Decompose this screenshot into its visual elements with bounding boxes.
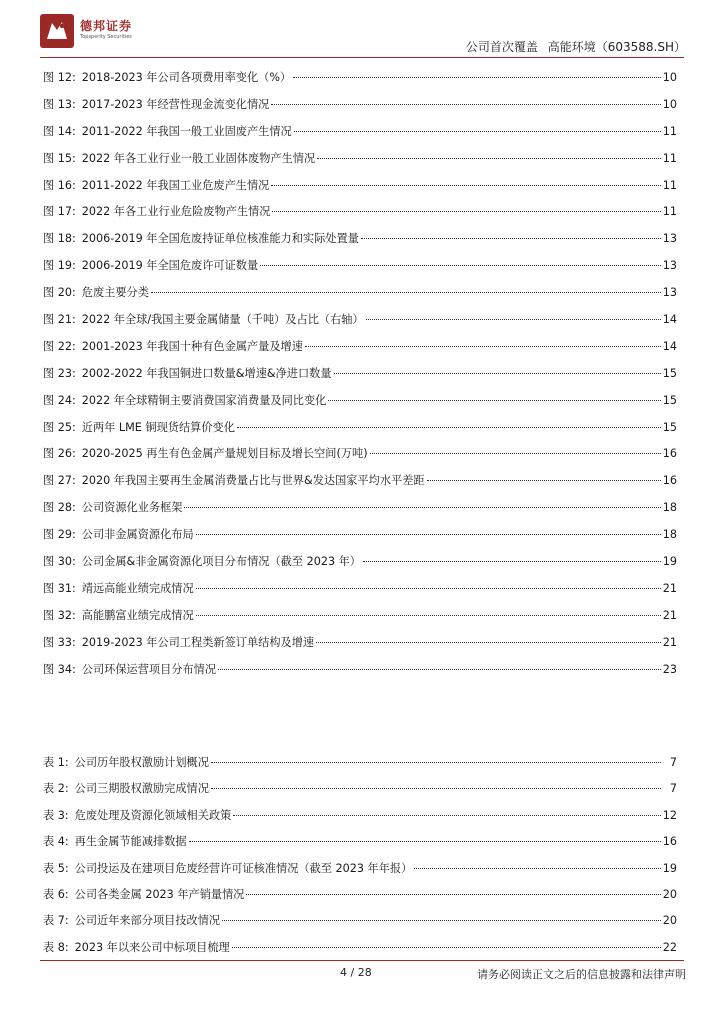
figure-entry-page: 13 bbox=[662, 259, 677, 273]
figure-entry-label: 图 30: bbox=[43, 555, 76, 569]
legal-disclaimer: 请务必阅读正文之后的信息披露和法律声明 bbox=[477, 968, 686, 981]
logo-english-name: Topsperity Securities bbox=[80, 34, 132, 40]
figure-entry-label: 图 32: bbox=[43, 608, 76, 622]
figure-entry[interactable] bbox=[43, 415, 677, 442]
figure-entry-page: 11 bbox=[662, 205, 677, 219]
figure-entry-title: 2006-2019 年全国危废许可证数量 bbox=[81, 259, 259, 273]
figure-entry-page: 11 bbox=[662, 151, 677, 165]
dot-leader bbox=[196, 534, 661, 535]
table-entry-title: 公司三期股权激励完成情况 bbox=[74, 782, 209, 796]
dot-leader bbox=[211, 762, 661, 763]
figure-entry-page: 13 bbox=[662, 286, 677, 300]
figure-list bbox=[43, 65, 677, 683]
figure-entry-label: 图 20: bbox=[43, 286, 76, 300]
dot-leader bbox=[260, 265, 661, 266]
figure-entry-page: 21 bbox=[662, 635, 677, 649]
dot-leader bbox=[237, 427, 661, 428]
figure-entry-title: 2011-2022 年我国工业危废产生情况 bbox=[81, 178, 270, 192]
table-entry[interactable] bbox=[43, 829, 677, 855]
figure-entry[interactable] bbox=[43, 441, 677, 468]
figure-entry[interactable] bbox=[43, 549, 677, 576]
dot-leader bbox=[294, 131, 661, 132]
figure-entry-label: 图 19: bbox=[43, 259, 76, 273]
figure-entry-page: 11 bbox=[662, 178, 677, 192]
dot-leader bbox=[363, 561, 661, 562]
dot-leader bbox=[316, 642, 661, 643]
table-entry-title: 公司投运及在建项目危废经营许可证核准情况（截至 2023 年年报） bbox=[74, 861, 413, 875]
figure-entry-label: 图 34: bbox=[43, 662, 76, 676]
figure-entry[interactable] bbox=[43, 65, 677, 92]
figure-entry-title: 2011-2022 年我国一般工业固废产生情况 bbox=[81, 124, 292, 138]
report-header bbox=[460, 38, 686, 55]
figure-entry-label: 图 27: bbox=[43, 474, 76, 488]
figure-entry-title: 2019-2023 年公司工程类新签订单结构及增速 bbox=[81, 635, 315, 649]
figure-entry[interactable] bbox=[43, 307, 677, 334]
figure-entry-title: 2002-2022 年我国铜进口数量&增速&净进口数量 bbox=[81, 366, 332, 380]
figure-entry[interactable] bbox=[43, 630, 677, 657]
figure-entry[interactable] bbox=[43, 388, 677, 415]
dot-leader bbox=[211, 788, 661, 789]
figure-entry-page: 14 bbox=[662, 313, 677, 327]
dot-leader bbox=[414, 868, 660, 869]
figure-entry-label: 图 13: bbox=[43, 97, 76, 111]
figure-entry-label: 图 15: bbox=[43, 151, 76, 165]
dot-leader bbox=[246, 894, 660, 895]
dot-leader bbox=[189, 841, 661, 842]
table-list bbox=[43, 750, 677, 961]
figure-entry-page: 21 bbox=[662, 608, 677, 622]
dot-leader bbox=[293, 77, 661, 78]
figure-entry-label: 图 18: bbox=[43, 232, 76, 246]
dot-leader bbox=[232, 947, 661, 948]
figure-entry-title: 公司金属&非金属资源化项目分布情况（截至 2023 年） bbox=[81, 555, 361, 569]
figure-entry-title: 2006-2019 年全国危废持证单位核准能力和实际处置量 bbox=[81, 232, 359, 246]
figure-entry-title: 2017-2023 年经营性现金流变化情况 bbox=[81, 97, 270, 111]
figure-entry-label: 图 24: bbox=[43, 393, 76, 407]
table-entry-label: 表 7: bbox=[43, 914, 69, 928]
figure-entry[interactable] bbox=[43, 92, 677, 119]
figure-entry-label: 图 28: bbox=[43, 501, 76, 515]
dot-leader bbox=[328, 400, 660, 401]
company-logo bbox=[40, 14, 160, 48]
figure-entry-label: 图 31: bbox=[43, 581, 76, 595]
figure-entry[interactable] bbox=[43, 119, 677, 146]
table-entry-title: 危废处理及资源化领域相关政策 bbox=[74, 808, 232, 822]
table-entry-page: 12 bbox=[662, 808, 677, 822]
dot-leader bbox=[271, 104, 660, 105]
figure-entry-label: 图 33: bbox=[43, 635, 76, 649]
figure-entry-title: 危废主要分类 bbox=[81, 286, 149, 300]
figure-entry-title: 2022 年全球/我国主要金属储量（千吨）及占比（右轴） bbox=[81, 313, 364, 327]
figure-entry-page: 16 bbox=[662, 447, 677, 461]
figure-entry-page: 16 bbox=[662, 474, 677, 488]
figure-entry-label: 图 23: bbox=[43, 366, 76, 380]
figure-entry[interactable] bbox=[43, 495, 677, 522]
figure-entry[interactable] bbox=[43, 468, 677, 495]
figure-entry-title: 2022 年各工业行业危险废物产生情况 bbox=[81, 205, 271, 219]
table-entry-label: 表 5: bbox=[43, 861, 69, 875]
table-entry[interactable] bbox=[43, 882, 677, 908]
figure-entry-label: 图 22: bbox=[43, 339, 76, 353]
table-entry-page: 7 bbox=[669, 782, 677, 796]
table-entry-label: 表 3: bbox=[43, 808, 69, 822]
figure-entry-label: 图 14: bbox=[43, 124, 76, 138]
figure-entry[interactable] bbox=[43, 146, 677, 173]
figure-entry[interactable] bbox=[43, 253, 677, 280]
dot-leader bbox=[317, 158, 661, 159]
dot-leader bbox=[361, 238, 661, 239]
figure-entry-title: 高能鹏富业绩完成情况 bbox=[81, 608, 194, 622]
topsperity-logo-icon bbox=[40, 14, 74, 48]
figure-entry[interactable] bbox=[43, 226, 677, 253]
figure-entry-page: 15 bbox=[662, 393, 677, 407]
table-entry[interactable] bbox=[43, 935, 677, 961]
table-entry[interactable] bbox=[43, 750, 677, 776]
figure-entry-page: 11 bbox=[662, 124, 677, 138]
table-entry-label: 表 6: bbox=[43, 887, 69, 901]
figure-entry[interactable] bbox=[43, 576, 677, 603]
table-entry-label: 表 8: bbox=[43, 940, 69, 954]
figure-entry[interactable] bbox=[43, 522, 677, 549]
figure-entry-title: 公司环保运营项目分布情况 bbox=[81, 662, 217, 676]
company-name: 高能环境（603588.SH） bbox=[547, 40, 686, 54]
report-type: 公司首次覆盖 bbox=[465, 40, 538, 54]
figure-entry-label: 图 25: bbox=[43, 420, 76, 434]
figure-entry-page: 14 bbox=[662, 339, 677, 353]
table-entry-title: 公司各类金属 2023 年产销量情况 bbox=[74, 887, 245, 901]
dot-leader bbox=[334, 373, 661, 374]
figure-entry-page: 18 bbox=[662, 501, 677, 515]
dot-leader bbox=[233, 815, 660, 816]
table-entry-page: 16 bbox=[662, 835, 677, 849]
footer-divider bbox=[40, 960, 684, 961]
figure-entry-label: 图 17: bbox=[43, 205, 76, 219]
figure-entry-page: 10 bbox=[662, 71, 677, 84]
figure-entry[interactable] bbox=[43, 173, 677, 200]
figure-entry-page: 10 bbox=[662, 97, 677, 111]
figure-entry-label: 图 16: bbox=[43, 178, 76, 192]
table-entry[interactable] bbox=[43, 908, 677, 934]
figure-entry-page: 15 bbox=[662, 420, 677, 434]
figure-entry-title: 2020-2025 再生有色金属产量规划目标及增长空间(万吨) bbox=[81, 447, 368, 461]
table-entry-page: 22 bbox=[662, 940, 677, 954]
figure-entry[interactable] bbox=[43, 603, 677, 630]
dot-leader bbox=[196, 615, 661, 616]
page-number: 4 / 28 bbox=[340, 966, 372, 979]
figure-entry-title: 2018-2023 年公司各项费用率变化（%） bbox=[81, 71, 292, 84]
table-entry-title: 公司历年股权激励计划概况 bbox=[74, 756, 209, 769]
dot-leader bbox=[366, 319, 661, 320]
figure-entry-title: 公司非金属资源化布局 bbox=[81, 528, 194, 542]
dot-leader bbox=[151, 292, 661, 293]
dot-leader bbox=[218, 669, 661, 670]
table-entry-page: 20 bbox=[662, 887, 677, 901]
table-entry-label: 表 1: bbox=[43, 756, 69, 769]
figure-entry[interactable] bbox=[43, 361, 677, 388]
table-entry-page: 7 bbox=[669, 756, 677, 769]
figure-entry[interactable] bbox=[43, 334, 677, 361]
table-entry-page: 20 bbox=[662, 914, 677, 928]
dot-leader bbox=[222, 920, 661, 921]
figure-entry-title: 2020 年我国主要再生金属消费量占比与世界&发达国家平均水平差距 bbox=[81, 474, 425, 488]
figure-entry-page: 19 bbox=[662, 555, 677, 569]
figure-entry-title: 2022 年全球精铜主要消费国家消费量及同比变化 bbox=[81, 393, 327, 407]
table-entry-label: 表 2: bbox=[43, 782, 69, 796]
dot-leader bbox=[271, 185, 660, 186]
figure-entry-page: 18 bbox=[662, 528, 677, 542]
table-entry[interactable] bbox=[43, 856, 677, 882]
table-entry-label: 表 4: bbox=[43, 835, 69, 849]
table-entry-title: 2023 年以来公司中标项目梳理 bbox=[74, 940, 230, 954]
figure-entry[interactable] bbox=[43, 199, 677, 226]
figure-entry-page: 13 bbox=[662, 232, 677, 246]
dot-leader bbox=[196, 588, 661, 589]
figure-entry-page: 21 bbox=[662, 581, 677, 595]
figure-entry-title: 2001-2023 年我国十种有色金属产量及增速 bbox=[81, 339, 303, 353]
figure-entry[interactable] bbox=[43, 657, 677, 684]
figure-entry-label: 图 29: bbox=[43, 528, 76, 542]
figure-entry-label: 图 26: bbox=[43, 447, 76, 461]
figure-entry-title: 靖远高能业绩完成情况 bbox=[81, 581, 194, 595]
logo-chinese-name: 德邦证券 bbox=[80, 19, 133, 33]
table-entry-page: 19 bbox=[662, 861, 677, 875]
dot-leader bbox=[305, 346, 661, 347]
figure-entry-label: 图 21: bbox=[43, 313, 76, 327]
table-entry[interactable] bbox=[43, 776, 677, 802]
dot-leader bbox=[427, 480, 661, 481]
figure-entry-title: 近两年 LME 铜现货结算价变化 bbox=[81, 420, 235, 434]
table-entry-title: 公司近年来部分项目技改情况 bbox=[74, 914, 221, 928]
figure-entry-title: 公司资源化业务框架 bbox=[81, 501, 183, 515]
dot-leader bbox=[272, 211, 660, 212]
dot-leader bbox=[370, 453, 661, 454]
figure-entry-label: 图 12: bbox=[43, 71, 76, 84]
table-entry[interactable] bbox=[43, 803, 677, 829]
table-entry-title: 再生金属节能减排数据 bbox=[74, 835, 187, 849]
figure-entry[interactable] bbox=[43, 280, 677, 307]
dot-leader bbox=[184, 507, 660, 508]
figure-entry-page: 15 bbox=[662, 366, 677, 380]
figure-entry-title: 2022 年各工业行业一般工业固体废物产生情况 bbox=[81, 151, 316, 165]
header-divider bbox=[40, 57, 684, 58]
figure-entry-page: 23 bbox=[662, 662, 677, 676]
